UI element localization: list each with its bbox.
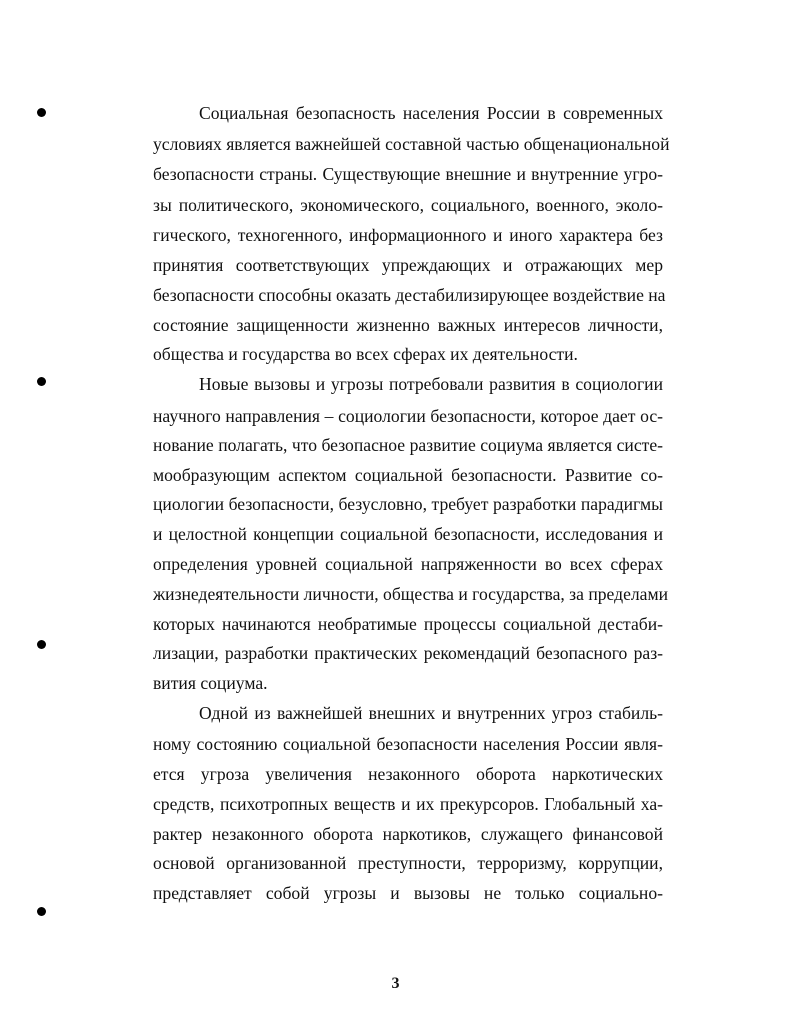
text-line: и целостной концепции социальной безопасности, исследования и: [153, 524, 663, 544]
text-line: нование полагать, что безопасное развитие социума является систе-: [153, 435, 663, 455]
binder-hole-mark: [37, 108, 46, 117]
text-line: определения уровней социальной напряженности во всех сферах: [153, 554, 663, 574]
text-line: представляет собой угрозы и вызовы не только социально-: [153, 883, 663, 903]
text-line: Одной из важнейшей внешних и внутренних угроз стабиль-: [199, 703, 663, 723]
text-line: жизнедеятельности личности, общества и государства, за пределами: [153, 584, 669, 604]
text-line: средств, психотропных веществ и их прекурсоров. Глобальный ха-: [153, 794, 663, 814]
text-line: которых начинаются необратимые процессы социальной дестаби-: [153, 614, 663, 634]
text-line: состояние защищенности жизненно важных интересов личности,: [153, 315, 663, 335]
text-line: условиях является важнейшей составной частью общенациональной: [153, 134, 670, 154]
text-line: рактер незаконного оборота наркотиков, служащего финансовой: [153, 824, 663, 844]
binder-hole-mark: [37, 640, 46, 649]
text-line: вития социума.: [153, 673, 268, 693]
text-line: принятия соответствующих упреждающих и отражающих мер: [153, 255, 663, 275]
text-line: ному состоянию социальной безопасности населения России явля-: [153, 734, 663, 754]
text-line: ется угроза увеличения незаконного оборота наркотических: [153, 764, 663, 784]
text-line: Социальная безопасность населения России в современных: [199, 103, 663, 123]
text-line: гического, техногенного, информационного и иного характера без: [153, 225, 663, 245]
text-line: общества и государства во всех сферах их деятельности.: [153, 344, 578, 364]
text-line: мообразующим аспектом социальной безопасности. Развитие со-: [153, 465, 663, 485]
text-line: основой организованной преступности, терроризму, коррупции,: [153, 853, 663, 873]
text-line: безопасности способны оказать дестабилизирующее воздействие на: [153, 285, 666, 305]
binder-hole-mark: [37, 377, 46, 386]
text-line: научного направления – социологии безопасности, которое дает ос-: [153, 406, 663, 426]
page-number: 3: [391, 975, 400, 992]
text-line: безопасности страны. Существующие внешние и внутренние угро-: [153, 164, 663, 184]
text-line: зы политического, экономического, социального, военного, эколо-: [153, 195, 663, 215]
binder-hole-mark: [37, 907, 46, 916]
text-line: Новые вызовы и угрозы потребовали развития в социологии: [199, 374, 663, 394]
text-line: циологии безопасности, безусловно, требует разработки парадигмы: [153, 494, 663, 514]
text-line: лизации, разработки практических рекомендаций безопасного раз-: [153, 643, 663, 663]
